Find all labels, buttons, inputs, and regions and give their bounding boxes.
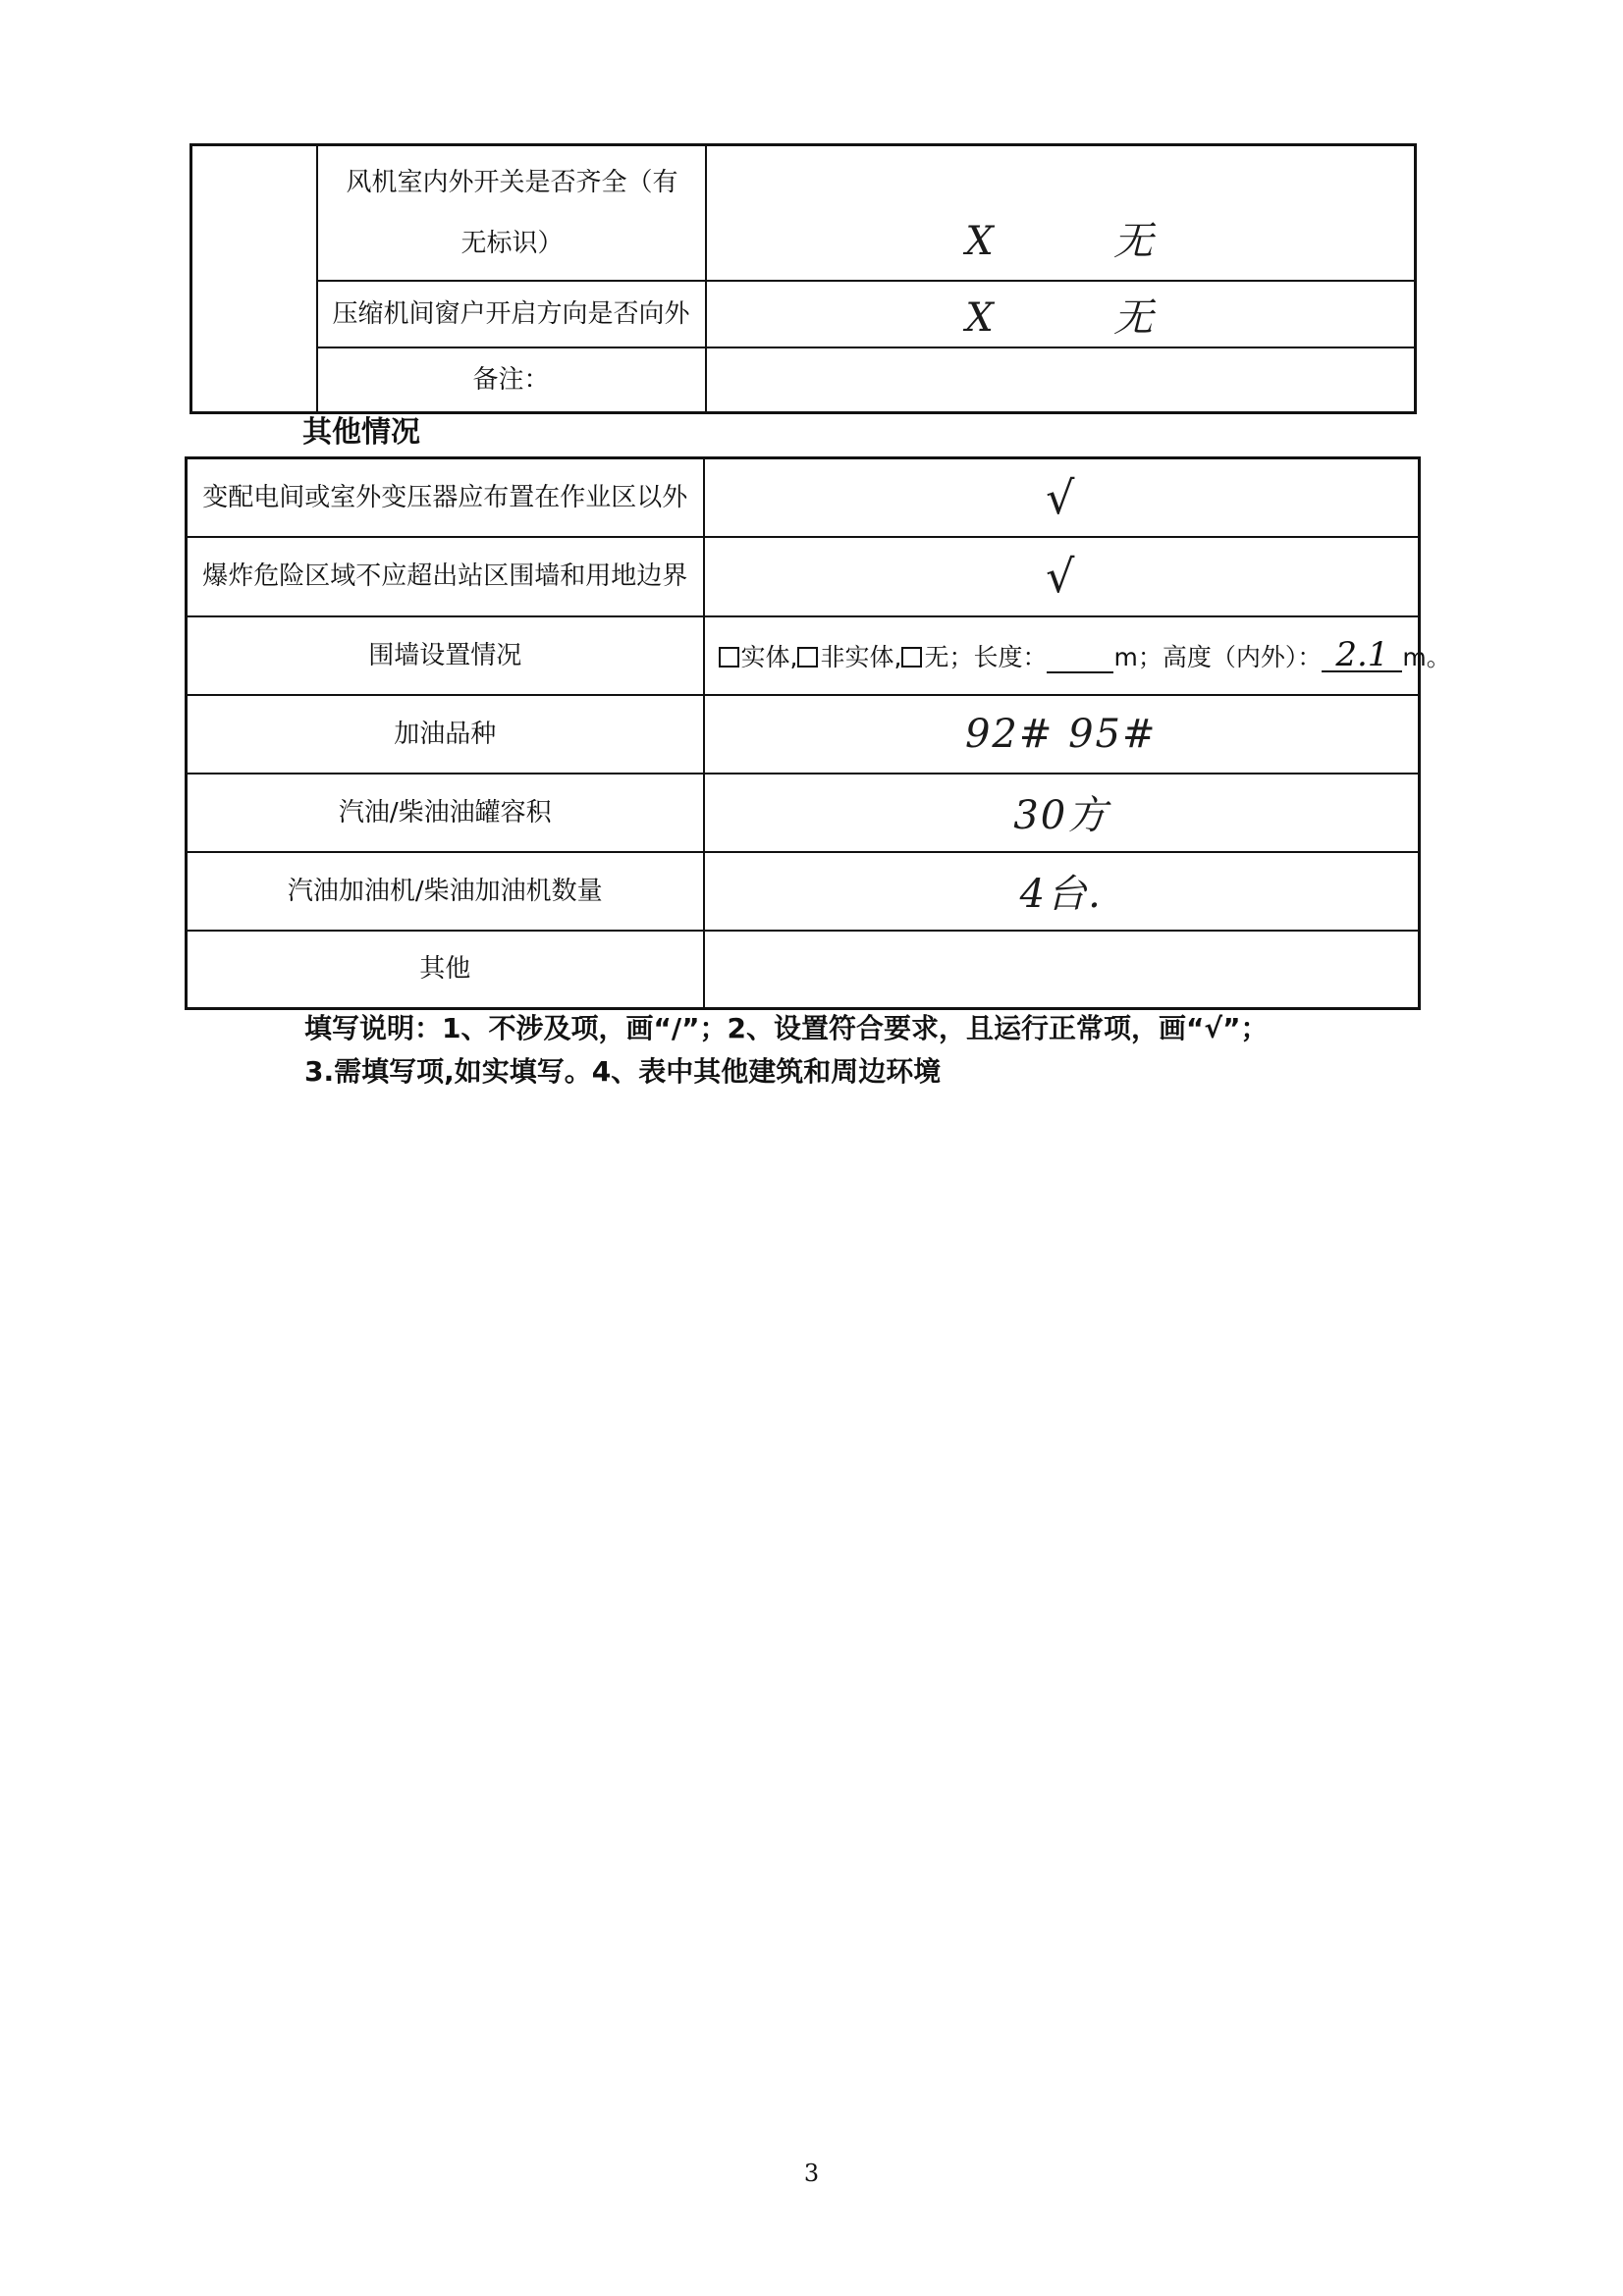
section-title: 其他情况	[302, 415, 420, 450]
wall-setting-value: 实体, 非实体, 无；长度： m；高度（内外）： 2.1 m。	[704, 616, 1420, 695]
none-option-label: 无	[924, 642, 949, 671]
transformer-location-label: 变配电间或室外变压器应布置在作业区以外	[187, 458, 704, 537]
tank-volume-handwriting: 30方	[1013, 793, 1109, 838]
fuel-types-label: 加油品种	[187, 695, 704, 774]
fill-instructions-line-2: 3.需填写项,如实填写。4、表中其他建筑和周边环境	[304, 1055, 942, 1088]
fill-instructions	[304, 1007, 1268, 1094]
compressor-window-mark: X	[965, 294, 996, 341]
fuel-types-handwriting: 92# 95#	[964, 711, 1158, 757]
nonsolid-option-label: 非实体	[820, 642, 894, 671]
fan-room-switch-value	[706, 145, 1416, 282]
solid-checkbox[interactable]	[719, 647, 739, 667]
transformer-location-check: √	[1046, 470, 1077, 524]
other-conditions-table	[185, 456, 1451, 1010]
dispenser-count-value	[704, 852, 1420, 931]
category-cell	[191, 145, 317, 413]
fill-instructions-line-1: 填写说明：1、不涉及项，画“/”；2、设置符合要求，且运行正常项，画“√”；	[304, 1012, 1269, 1044]
length-unit: m	[1113, 642, 1138, 671]
remarks-value	[706, 347, 1416, 412]
fan-room-switch-note: 无	[1113, 218, 1156, 264]
dispenser-count-handwriting: 4台.	[1019, 872, 1103, 917]
transformer-location-value	[704, 458, 1420, 537]
wall-setting-label: 围墙设置情况	[187, 616, 704, 695]
compressor-window-label: 压缩机间窗户开启方向是否向外	[317, 281, 706, 347]
compressor-window-value	[706, 281, 1416, 347]
fuel-types-value	[704, 695, 1420, 774]
explosion-zone-value	[704, 537, 1420, 616]
solid-option-label: 实体	[740, 642, 790, 671]
fan-room-switch-label: 风机室内外开关是否齐全（有无标识）	[317, 145, 706, 282]
none-checkbox[interactable]	[901, 647, 922, 667]
other-value	[704, 931, 1420, 1009]
page-number: 3	[803, 2160, 820, 2187]
height-value[interactable]: 2.1	[1322, 639, 1402, 672]
height-unit: m。	[1402, 642, 1451, 671]
explosion-zone-check: √	[1046, 550, 1077, 603]
length-label: 长度：	[973, 642, 1048, 671]
explosion-zone-label: 爆炸危险区域不应超出站区围墙和用地边界	[187, 537, 704, 616]
remarks-label: 备注：	[317, 347, 706, 412]
dispenser-count-label: 汽油加油机/柴油加油机数量	[187, 852, 704, 931]
fan-room-switch-mark: X	[965, 218, 996, 264]
other-label: 其他	[187, 931, 704, 1009]
equipment-check-table	[189, 143, 1417, 414]
length-blank[interactable]	[1047, 648, 1113, 673]
tank-volume-label: 汽油/柴油油罐容积	[187, 774, 704, 852]
height-label: 高度（内外）：	[1162, 642, 1323, 671]
compressor-window-note: 无	[1113, 294, 1156, 341]
nonsolid-checkbox[interactable]	[797, 647, 818, 667]
tank-volume-value	[704, 774, 1420, 852]
